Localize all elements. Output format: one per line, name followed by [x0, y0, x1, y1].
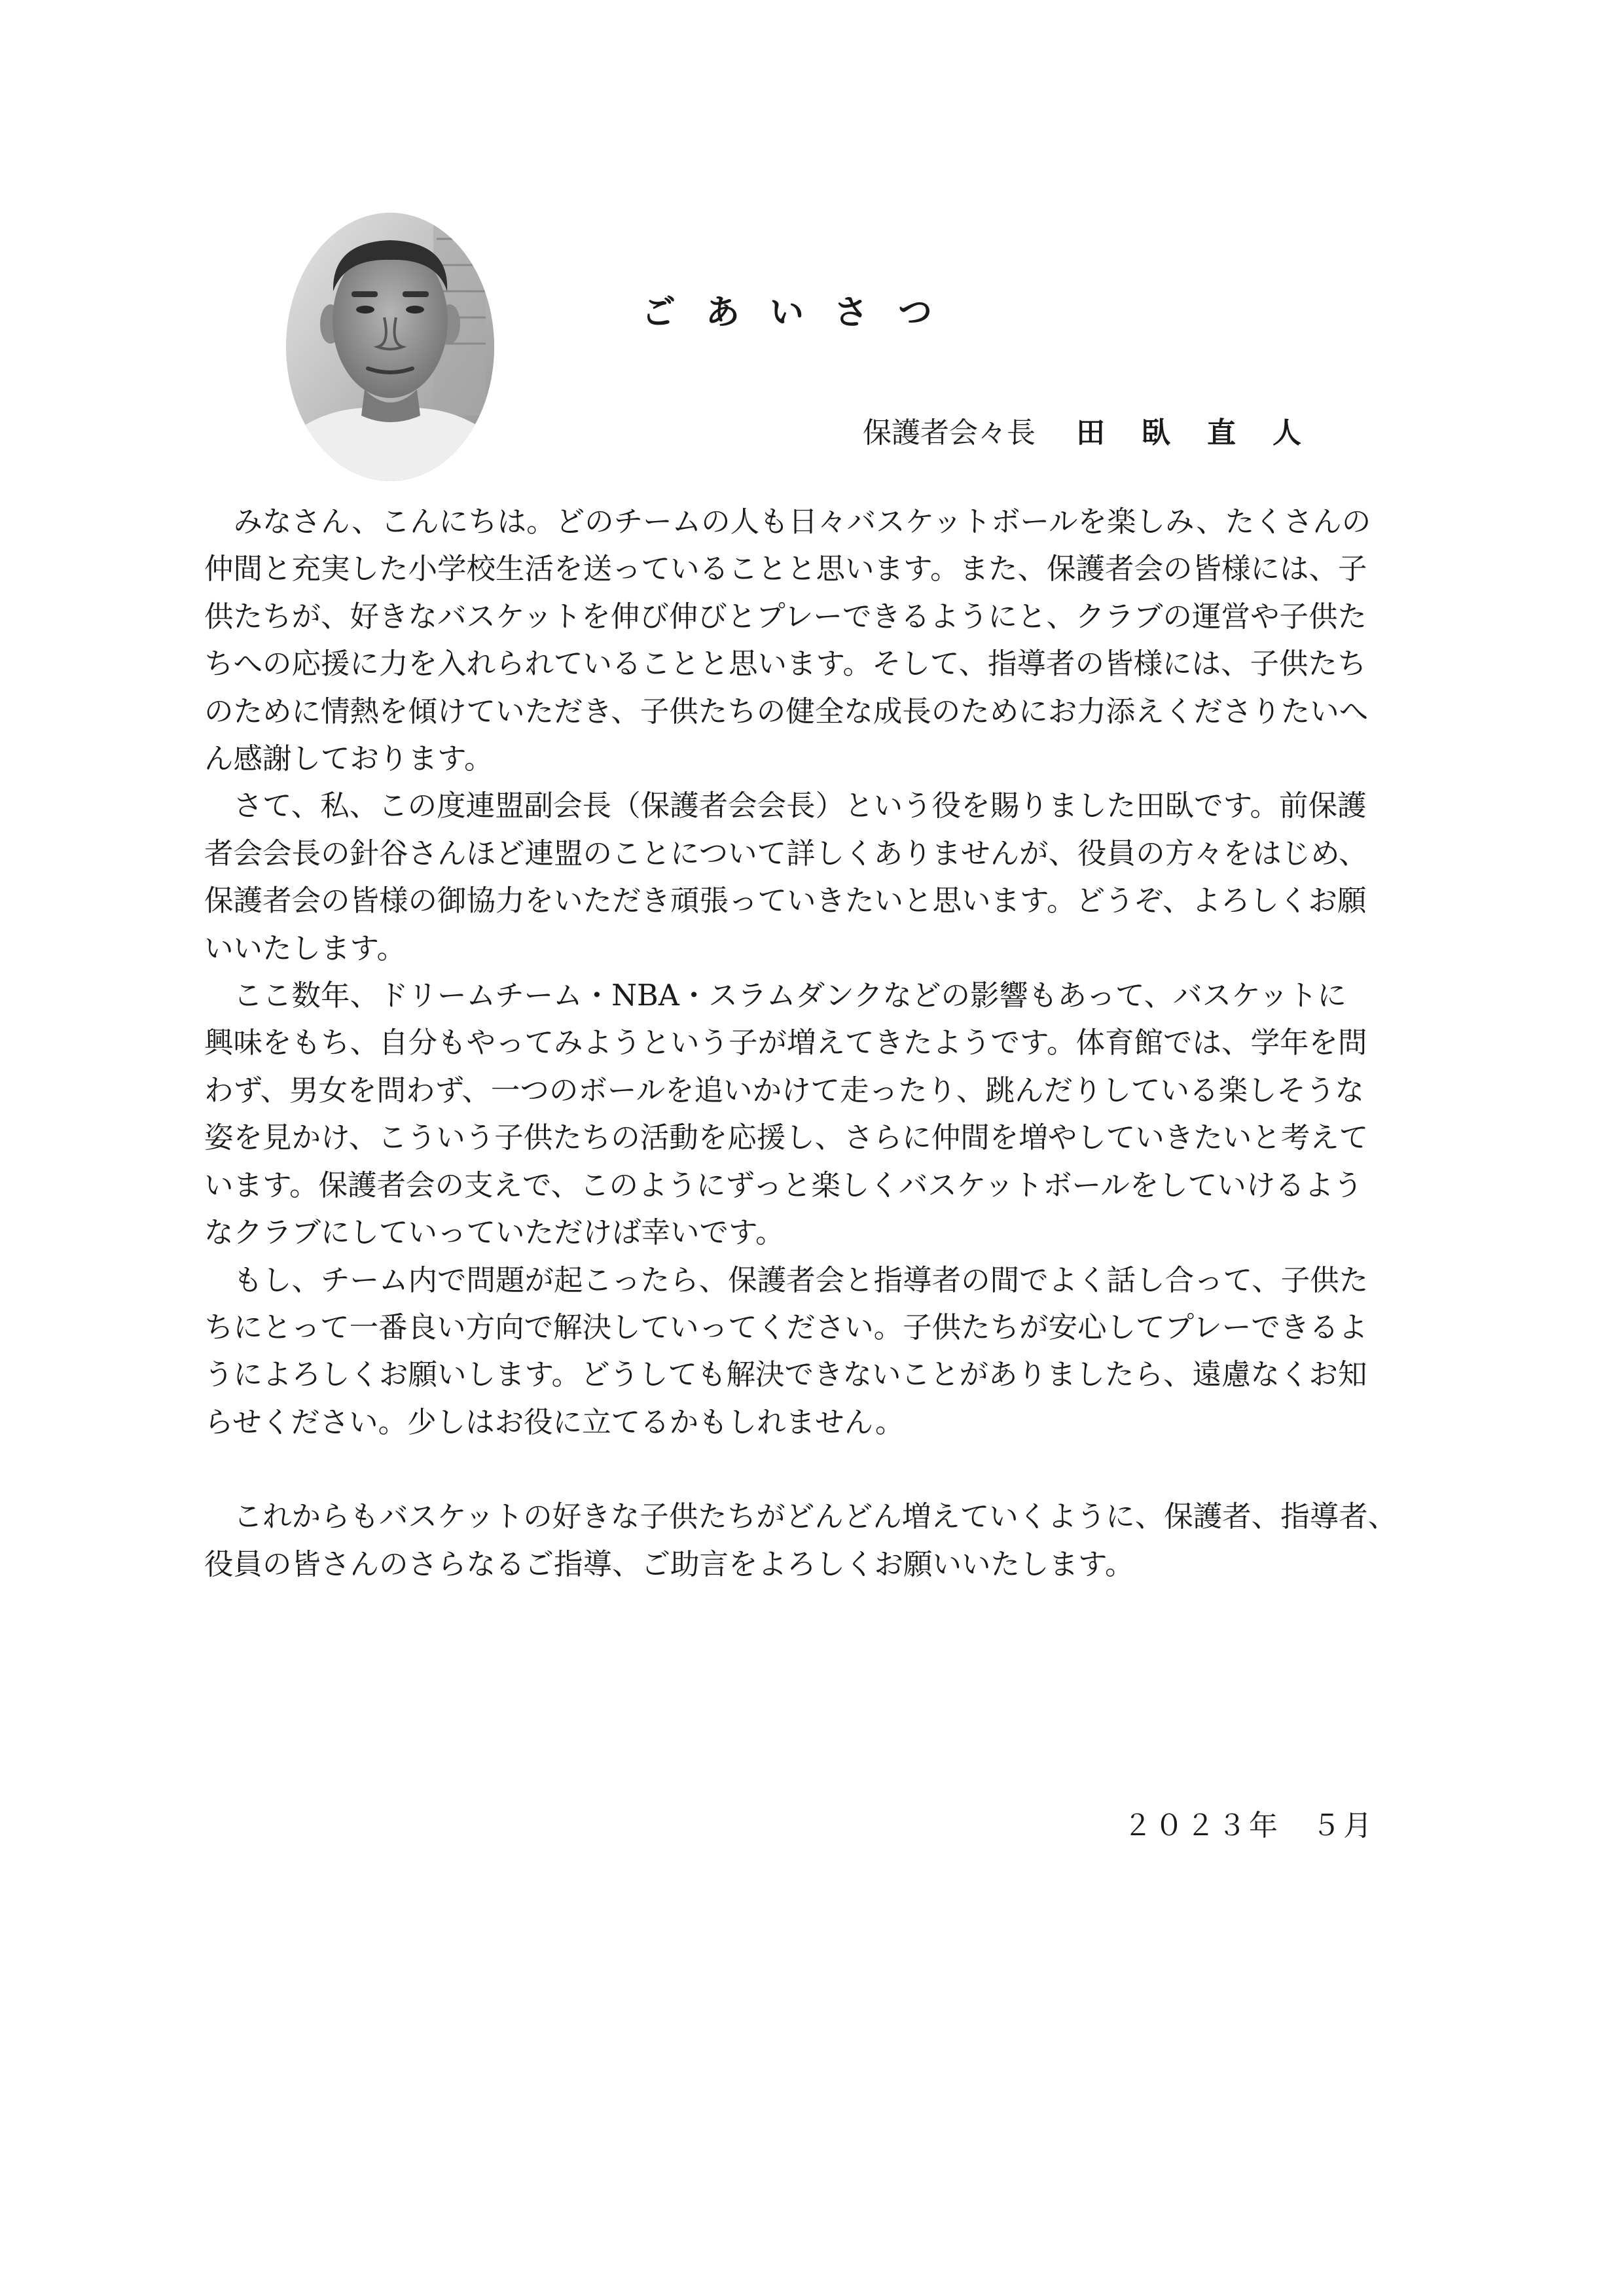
greeting-body [204, 499, 1422, 1588]
page-title: ごあいさつ [641, 293, 963, 332]
paragraph: ここ数年、ドリームチーム・NBA・スラムダンクなどの影響もあって、バスケットに 興味をもち、自分もやってみようという子が増えてきたようです。体育館では、学年を問 わず、男女を問わず、一つのボールを追いかけて走ったり、跳んだりしている楽しそうな 姿を見かけ、こういう子供たちの活動を応援し、さらに仲間を増やしていきたいと考えて います。保護者会の支えで、このようにずっと楽しくバスケットボールをしていけるよう なクラブにしていっていただけば幸いです。 [204, 979, 1369, 1250]
paragraph: みなさん、こんにちは。どのチームの人も日々バスケットボールを楽しみ、たくさんの 仲間と充実した小学校生活を送っていることと思います。また、保護者会の皆様には、子 供たちが、好きなバスケットを伸び伸びとプレーできるようにと、クラブの運営や子供た ちへの応援に力を入れられていることと思います。そして、指導者の皆様には、子供たち のために情熱を傾けていただき、子供たちの健全な成長のためにお力添えくださりたいへ ん感謝しております。 [204, 505, 1371, 776]
portrait-photo [286, 213, 494, 481]
paragraph: もし、チーム内で問題が起こったら、保護者会と指導者の間でよく話し合って、子供た ちにとって一番良い方向で解決していってください。子供たちが安心してプレーできるよ うによろしくお願いします。どうしても解決できないことがありましたら、遠慮なくお知 らせください。少しはお役に立てるかもしれません。 [204, 1263, 1369, 1439]
paragraph: さて、私、この度連盟副会長（保護者会会長）という役を賜りました田臥です。前保護 者会会長の針谷さんほど連盟のことについて詳しくありませんが、役員の方々をはじめ、 保護者会の皆様の御協力をいただき頑張っていきたいと思います。どうぞ、よろしくお願 いいたします。 [204, 789, 1368, 965]
date: ２０２３年 ５月 [1123, 1809, 1375, 1842]
signature [863, 416, 1338, 450]
signature-name: 田臥直人 [1076, 416, 1338, 450]
portrait-photo-image [286, 213, 494, 481]
signature-role: 保護者会々長 [863, 416, 1036, 450]
closing-paragraph: これからもバスケットの好きな子供たちがどんどん増えていくように、保護者、指導者、 役員の皆さんのさらなるご指導、ご助言をよろしくお願いいたします。 [204, 1500, 1398, 1581]
